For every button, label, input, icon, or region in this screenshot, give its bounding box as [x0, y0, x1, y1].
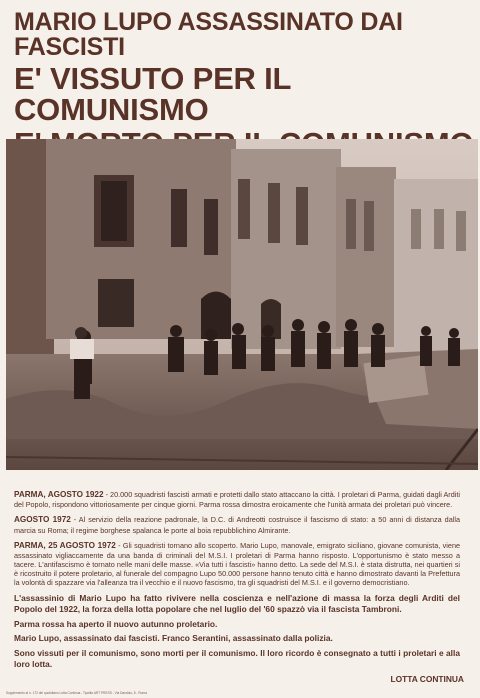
body-text [14, 490, 460, 674]
headline [14, 10, 474, 159]
paragraph-1922 [14, 490, 460, 509]
paragraph-text: - 20.000 squadristi fascisti armati e protetti dallo stato attaccano la città. I proletari di Parma, guidati dagli Arditi del Popolo, rispondono vittoriosamente per cinque giorni. Parma rossa dimostra eroicamente che l'unità armata dei proletari può vincere. [14, 490, 460, 510]
bold-paragraph-3: Mario Lupo, assassinato dai fascisti. Franco Serantini, assassinato dalla polizia. [14, 633, 333, 644]
headline-line-1: MARIO LUPO ASSASSINATO DAI FASCISTI [14, 8, 403, 61]
street-photo [6, 139, 478, 470]
signature: LOTTA CONTINUA [390, 674, 464, 684]
paragraph-date: AGOSTO 1972 [14, 515, 71, 525]
paragraph-text: - Al servizio della reazione padronale, la D.C. di Andreotti costruisce il fascismo di stato: a 50 anni di distanza dalla marcia su Roma; il regime borghese spalanca le porte al boia repubblichino Almirante. [14, 515, 460, 535]
headline-line-2: E' VISSUTO PER IL COMUNISMO [14, 61, 291, 127]
bold-paragraph-1: L'assassinio di Mario Lupo ha fatto rivivere nella coscienza e nell'azione di massa la forza degli Arditi del Popolo del 1922, la forza della lotta popolare che nel luglio del '60 spazzò via il fascista Tambroni. [14, 593, 460, 614]
paragraph-1972 [14, 515, 460, 534]
street-photo-illustration [6, 139, 478, 470]
bold-paragraph-4: Sono vissuti per il comunismo, sono morti per il comunismo. Il loro ricordo è consegnato a tutti i proletari e alla loro lotta. [14, 648, 460, 669]
paragraph-date: PARMA, AGOSTO 1922 [14, 490, 104, 499]
paragraph-25-agosto [14, 541, 460, 588]
paragraph-text: - Gli squadristi tornano allo scoperto. Mario Lupo, manovale, emigrato siciliano, giovane comunista, viene assassinato vigliaccamente da una banda di criminali del M.S.I. I proletari di Parma hanno risposto. L'opportunismo è stato messo a tacere. L'antifascismo è tornato nelle mani delle masse. «Via tutti i fascisti» hanno detto. La sede del M.S.I. è stata distrutta, nei quartieri si è ricostruito il potere proletario, al funerale del compagno Lupo 50.000 persone hanno tenuto città e hanno dimostrato davanti la Prefettura la volontà di spazzare via l'alleanza tra il vecchio e il nuovo fascismo, tra gli squadristi del M.S.I. e il governo democristiano. [14, 540, 461, 588]
printer-note: Supplemento al n. 172 del quotidiano Lotta Continua - Tipolito ART PRESS - Via Dandolo, 8 - Roma [6, 691, 147, 695]
bold-paragraph-2: Parma rossa ha aperto il nuovo autunno proletario. [14, 618, 218, 629]
paragraph-date: PARMA, 25 AGOSTO 1972 [14, 540, 116, 550]
